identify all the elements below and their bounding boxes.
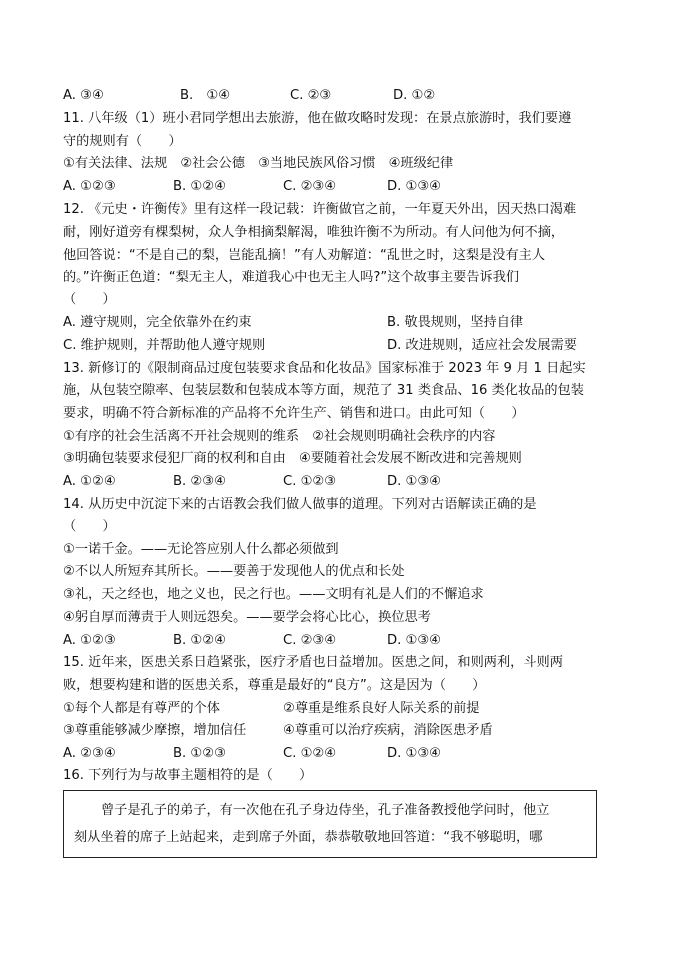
q15-option-c: C. ①②④ (283, 746, 337, 761)
q12-stem-line-4: 的。”许衡正色道：“梨无主人，难道我心中也无主人吗?”这个故事主要告诉我们 (63, 270, 520, 285)
q12-stem-line-1: 12. 《元史・许衡传》里有这样一段记载：许衡做官之前，一年夏天外出，因天热口渴难 (63, 202, 577, 217)
q14-options (63, 631, 623, 651)
q12-stem-line-3: 他回答说：“不是自己的梨，岂能乱摘！”有人劝解道：“乱世之时，这梨是没有主人 (63, 248, 546, 263)
q15-option-d: D. ①③④ (387, 746, 442, 761)
q14-statement-1: ①一诺千金。——无论答应别人什么都必须做到 (63, 542, 339, 557)
q15-statements-row-1 (63, 699, 623, 719)
q15-option-b: B. ①②③ (173, 746, 226, 761)
q12-option-b: B. 敬畏规则，坚持自律 (387, 315, 524, 330)
q12-option-d: D. 改进规则，适应社会发展需要 (387, 338, 577, 353)
q15-stem-line-2: 败，想要构建和谐的医患关系，尊重是最好的“良方”。这是因为（ ） (63, 678, 486, 693)
q13-stem-line-3: 要求，明确不符合新标准的产品将不允许生产、销售和进口。由此可知（ ） (63, 406, 525, 421)
q15-option-a: A. ②③④ (63, 746, 116, 761)
q13-stem-line-1: 13. 新修订的《限制商品过度包装要求食品和化妆品》国家标准于 2023 年 9 月 1 日起实 (63, 361, 586, 376)
q14-option-c: C. ②③④ (283, 633, 337, 648)
q16-story-line-1: 曾子是孔子的弟子，有一次他在孔子身边侍坐，孔子准备教授他学问时，他立 (101, 803, 550, 818)
q11-option-a: A. ①②③ (63, 179, 116, 194)
q16-story-line-2: 刻从坐着的席子上站起来，走到席子外面，恭恭敬敬地回答道：“我不够聪明，哪 (74, 830, 543, 845)
q11-options (63, 177, 623, 197)
q11-option-b: B. ①②④ (173, 179, 226, 194)
q14-option-a: A. ①②③ (63, 633, 116, 648)
q14-statement-4: ④躬自厚而薄责于人则远怨矣。——要学会将心比心，换位思考 (63, 610, 431, 625)
q15-statement-4: ④尊重可以治疗疾病，消除医患矛盾 (283, 723, 493, 738)
q15-stem-line-1: 15. 近年来，医患关系日趋紧张，医疗矛盾也日益增加。医患之间，和则两利，斗则两 (63, 655, 563, 670)
q15-statement-3: ③尊重能够减少摩擦，增加信任 (63, 723, 247, 738)
q14-option-d: D. ①③④ (387, 633, 442, 648)
q12-stem-line-2: 耐，刚好道旁有棵梨树，众人争相摘梨解渴，唯独许衡不为所动。有人问他为何不摘， (63, 225, 565, 240)
q15-options (63, 744, 623, 764)
q10-option-a: A. ③④ (63, 88, 104, 103)
q14-stem-line-2: （ ） (63, 519, 116, 534)
q13-option-d: D. ①③④ (387, 474, 442, 489)
q11-option-c: C. ②③④ (283, 179, 337, 194)
q10-option-d: D. ①② (393, 88, 436, 103)
q13-option-a: A. ①②④ (63, 474, 116, 489)
q11-stem-line-2: 守的规则有（ ） (63, 134, 182, 149)
q16-stem: 16. 下列行为与故事主题相符的是（ ） (63, 768, 313, 783)
q14-statement-2: ②不以人所短弃其所长。——要善于发现他人的优点和长处 (63, 564, 405, 579)
q10-options (63, 86, 623, 106)
q12-options-row-2 (63, 336, 623, 356)
q14-option-b: B. ①②④ (173, 633, 226, 648)
q10-option-c: C. ②③ (290, 88, 332, 103)
q10-option-b: B. ①④ (180, 88, 231, 103)
q11-stem-line-1: 11. 八年级（1）班小君同学想出去旅游，他在做攻略时发现：在景点旅游时，我们要遵 (63, 111, 572, 126)
q11-statements: ①有关法律、法规 ②社会公德 ③当地民族风俗习惯 ④班级纪律 (63, 156, 454, 171)
q13-stem-line-2: 施，从包装空隙率、包装层数和包装成本等方面，规范了 31 类食品、16 类化妆品的包装 (63, 383, 584, 398)
q13-options (63, 472, 623, 492)
q13-option-c: C. ①②③ (283, 474, 337, 489)
q14-stem-line-1: 14. 从历史中沉淀下来的古语教会我们做人做事的道理。下列对古语解读正确的是 (63, 497, 537, 512)
q11-option-d: D. ①③④ (387, 179, 442, 194)
q16-story-box (63, 790, 597, 858)
q15-statement-2: ②尊重是维系良好人际关系的前提 (283, 701, 480, 716)
q15-statement-1: ①每个人都是有尊严的个体 (63, 701, 220, 716)
q12-option-c: C. 维护规则，并帮助他人遵守规则 (63, 338, 266, 353)
q12-stem-line-5: （ ） (63, 292, 116, 307)
q12-options-row-1 (63, 313, 623, 333)
q13-statements-line-2: ③明确包装要求侵犯厂商的权利和自由 ④要随着社会发展不断改进和完善规则 (63, 451, 522, 466)
q12-option-a: A. 遵守规则，完全依靠外在约束 (63, 315, 252, 330)
q15-statements-row-2 (63, 721, 623, 741)
q13-option-b: B. ②③④ (173, 474, 226, 489)
q14-statement-3: ③礼，天之经也，地之义也，民之行也。——文明有礼是人们的不懈追求 (63, 587, 484, 602)
q13-statements-line-1: ①有序的社会生活离不开社会规则的维系 ②社会规则明确社会秩序的内容 (63, 429, 496, 444)
